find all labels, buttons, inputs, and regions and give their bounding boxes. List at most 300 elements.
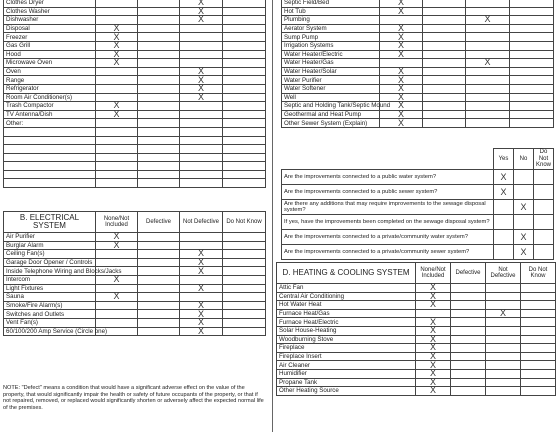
blank-row	[4, 145, 266, 154]
defect-note: NOTE: "Defect" means a condition that would have a significant adverse effect on the value of the property, that would significantly impair the health or safety of future occupants of the property, or that if not repaired, removed, or replaced would significantly shorten or adversely affect the expected normal life of the premises.	[3, 385, 264, 411]
checkbox-cell[interactable]	[180, 24, 223, 33]
checkbox-cell[interactable]	[96, 84, 138, 93]
checkbox-cell[interactable]	[96, 136, 138, 145]
checkbox-cell[interactable]	[486, 284, 521, 293]
checkbox-cell[interactable]	[180, 179, 223, 188]
row-label: Sump Pump	[282, 33, 380, 42]
checkbox-cell[interactable]	[96, 250, 138, 259]
table-row	[277, 378, 556, 387]
checkbox-cell[interactable]	[514, 245, 534, 260]
checkbox-cell[interactable]	[534, 200, 554, 215]
checkbox-cell[interactable]	[451, 292, 486, 301]
checkbox-cell[interactable]	[96, 145, 138, 154]
checkbox-cell[interactable]	[486, 387, 521, 396]
row-label: Smoke/Fire Alarm(s)	[4, 301, 96, 310]
checkbox-cell[interactable]	[510, 93, 554, 102]
table-row	[282, 110, 554, 119]
checkbox-cell[interactable]	[486, 309, 521, 318]
checkbox-cell[interactable]	[223, 258, 266, 267]
table-row	[282, 119, 554, 128]
checkbox-cell[interactable]	[138, 76, 180, 85]
checkbox-cell[interactable]	[138, 145, 180, 154]
checkbox-cell[interactable]	[534, 215, 554, 230]
table-row	[277, 318, 556, 327]
checkbox-cell[interactable]	[223, 24, 266, 33]
checkbox-cell[interactable]	[521, 361, 556, 370]
table-row	[282, 33, 554, 42]
checkbox-cell[interactable]	[223, 50, 266, 59]
table-row	[4, 250, 266, 259]
row-label: Fireplace Insert	[277, 352, 416, 361]
table-row	[282, 200, 554, 215]
table-row	[277, 387, 556, 396]
checkbox-cell[interactable]	[223, 162, 266, 171]
checkbox-cell[interactable]	[223, 0, 266, 7]
checkbox-cell[interactable]	[96, 7, 138, 16]
row-label: Room Air Conditioner(s)	[4, 93, 96, 102]
row-label: Refrigerator	[4, 84, 96, 93]
row-label: Well	[282, 93, 380, 102]
checkbox-cell[interactable]	[223, 84, 266, 93]
checkbox-cell[interactable]	[521, 335, 556, 344]
checkbox-cell[interactable]	[510, 50, 554, 59]
checkbox-cell[interactable]	[223, 76, 266, 85]
checkbox-cell[interactable]	[521, 369, 556, 378]
checkbox-cell[interactable]	[96, 275, 138, 284]
checkbox-cell[interactable]	[466, 33, 510, 42]
checkbox-cell[interactable]	[223, 318, 266, 327]
checkbox-cell[interactable]	[96, 310, 138, 319]
checkbox-cell[interactable]	[521, 378, 556, 387]
checkbox-cell[interactable]	[138, 258, 180, 267]
checkbox-cell[interactable]	[223, 284, 266, 293]
checkbox-cell[interactable]	[180, 110, 223, 119]
checkbox-cell[interactable]	[180, 233, 223, 242]
checkbox-cell[interactable]	[96, 119, 138, 128]
checkbox-cell[interactable]	[138, 24, 180, 33]
table-row	[282, 24, 554, 33]
checkbox-cell[interactable]	[138, 233, 180, 242]
check-mark: X	[429, 359, 436, 370]
checkbox-cell[interactable]	[180, 93, 223, 102]
checkbox-cell[interactable]	[466, 119, 510, 128]
checkbox-cell[interactable]	[180, 327, 223, 336]
checkbox-cell[interactable]	[451, 352, 486, 361]
checkbox-cell[interactable]	[138, 84, 180, 93]
checkbox-cell[interactable]	[486, 335, 521, 344]
checkbox-cell[interactable]	[96, 153, 138, 162]
table-row	[4, 76, 266, 85]
check-mark: X	[197, 74, 204, 85]
checkbox-cell[interactable]	[494, 215, 514, 230]
checkbox-cell[interactable]	[510, 33, 554, 42]
check-mark: X	[113, 291, 120, 302]
checkbox-cell[interactable]	[510, 102, 554, 111]
checkbox-cell[interactable]	[451, 284, 486, 293]
checkbox-cell[interactable]	[138, 162, 180, 171]
checkbox-cell[interactable]	[138, 33, 180, 42]
checkbox-cell[interactable]	[416, 301, 451, 310]
checkbox-cell[interactable]	[223, 153, 266, 162]
checkbox-cell[interactable]	[138, 0, 180, 7]
checkbox-cell[interactable]	[510, 119, 554, 128]
plumbing-table	[281, 0, 554, 128]
checkbox-cell[interactable]	[223, 119, 266, 128]
blank-label-cell	[4, 179, 96, 188]
checkbox-cell[interactable]	[138, 250, 180, 259]
checkbox-cell[interactable]	[494, 185, 514, 200]
checkbox-cell[interactable]	[451, 301, 486, 310]
table-row	[277, 292, 556, 301]
checkbox-cell[interactable]	[96, 110, 138, 119]
checkbox-cell[interactable]	[223, 93, 266, 102]
checkbox-cell[interactable]	[96, 241, 138, 250]
checkbox-cell[interactable]	[423, 93, 466, 102]
checkbox-cell[interactable]	[466, 76, 510, 85]
check-mark: X	[397, 31, 404, 42]
checkbox-cell[interactable]	[494, 170, 514, 185]
checkbox-cell[interactable]	[510, 110, 554, 119]
checkbox-cell[interactable]	[223, 170, 266, 179]
checkbox-cell[interactable]	[534, 185, 554, 200]
check-mark: X	[499, 308, 506, 319]
checkbox-cell[interactable]	[223, 110, 266, 119]
col-header-defective: Defective	[138, 212, 180, 233]
checkbox-cell[interactable]	[534, 170, 554, 185]
checkbox-cell[interactable]	[486, 326, 521, 335]
checkbox-cell[interactable]	[223, 102, 266, 111]
checkbox-cell[interactable]	[451, 369, 486, 378]
check-mark: X	[397, 100, 404, 111]
checkbox-cell[interactable]	[223, 136, 266, 145]
checkbox-cell[interactable]	[138, 110, 180, 119]
checkbox-cell[interactable]	[423, 84, 466, 93]
checkbox-cell[interactable]	[423, 76, 466, 85]
check-mark: X	[397, 66, 404, 77]
check-mark: X	[197, 317, 204, 328]
checkbox-cell[interactable]	[534, 245, 554, 260]
checkbox-cell[interactable]	[510, 24, 554, 33]
checkbox-cell[interactable]	[138, 318, 180, 327]
checkbox-cell[interactable]	[486, 352, 521, 361]
checkbox-cell[interactable]	[138, 301, 180, 310]
check-mark: X	[397, 23, 404, 34]
checkbox-cell[interactable]	[514, 215, 534, 230]
table-row	[277, 301, 556, 310]
checkbox-cell[interactable]	[96, 170, 138, 179]
checkbox-cell[interactable]	[96, 127, 138, 136]
checkbox-cell[interactable]	[380, 50, 423, 59]
checkbox-cell[interactable]	[96, 59, 138, 68]
checkbox-cell[interactable]	[138, 267, 180, 276]
checkbox-cell[interactable]	[180, 127, 223, 136]
checkbox-cell[interactable]	[451, 387, 486, 396]
checkbox-cell[interactable]	[486, 318, 521, 327]
checkbox-cell[interactable]	[138, 327, 180, 336]
checkbox-cell[interactable]	[223, 233, 266, 242]
checkbox-cell[interactable]	[451, 361, 486, 370]
checkbox-cell[interactable]	[138, 119, 180, 128]
row-label: Are there any additions that may require improvements to the sewage disposal system?	[282, 200, 494, 215]
checkbox-cell[interactable]	[138, 310, 180, 319]
check-mark: X	[113, 57, 120, 68]
checkbox-cell[interactable]	[521, 292, 556, 301]
checkbox-cell[interactable]	[223, 301, 266, 310]
row-label: Range	[4, 76, 96, 85]
checkbox-cell[interactable]	[510, 84, 554, 93]
checkbox-cell[interactable]	[138, 179, 180, 188]
checkbox-cell[interactable]	[486, 369, 521, 378]
checkbox-cell[interactable]	[510, 41, 554, 50]
checkbox-cell[interactable]	[180, 162, 223, 171]
checkbox-cell[interactable]	[223, 241, 266, 250]
checkbox-cell[interactable]	[466, 93, 510, 102]
checkbox-cell[interactable]	[486, 344, 521, 353]
checkbox-cell[interactable]	[223, 250, 266, 259]
checkbox-cell[interactable]	[451, 318, 486, 327]
checkbox-cell[interactable]	[138, 127, 180, 136]
column-divider	[272, 0, 273, 432]
col-header-defective: Defective	[451, 263, 486, 284]
checkbox-cell[interactable]	[96, 258, 138, 267]
checkbox-cell[interactable]	[423, 0, 466, 7]
checkbox-cell[interactable]	[138, 93, 180, 102]
checkbox-cell[interactable]	[534, 230, 554, 245]
checkbox-cell[interactable]	[451, 326, 486, 335]
checkbox-cell[interactable]	[223, 310, 266, 319]
row-label: Freezer	[4, 33, 96, 42]
check-mark: X	[113, 31, 120, 42]
check-mark: X	[397, 40, 404, 51]
row-label: Hot Tub	[282, 7, 380, 16]
checkbox-cell[interactable]	[521, 309, 556, 318]
checkbox-cell[interactable]	[223, 179, 266, 188]
checkbox-cell[interactable]	[521, 387, 556, 396]
check-mark: X	[113, 239, 120, 250]
checkbox-cell[interactable]	[96, 318, 138, 327]
check-mark: X	[429, 290, 436, 301]
check-mark: X	[113, 40, 120, 51]
checkbox-cell[interactable]	[521, 344, 556, 353]
checkbox-cell[interactable]	[451, 344, 486, 353]
checkbox-cell[interactable]	[466, 0, 510, 7]
checkbox-cell[interactable]	[223, 293, 266, 302]
table-row	[277, 309, 556, 318]
check-mark: X	[197, 325, 204, 336]
checkbox-cell[interactable]	[96, 76, 138, 85]
checkbox-cell[interactable]	[223, 275, 266, 284]
checkbox-cell[interactable]	[180, 284, 223, 293]
checkbox-cell[interactable]	[423, 24, 466, 33]
row-label: Sauna	[4, 293, 96, 302]
check-mark: X	[197, 300, 204, 311]
checkbox-cell[interactable]	[380, 7, 423, 16]
blank-row	[4, 153, 266, 162]
checkbox-cell[interactable]	[138, 153, 180, 162]
checkbox-cell[interactable]	[423, 16, 466, 25]
checkbox-cell[interactable]	[138, 7, 180, 16]
table-row	[4, 110, 266, 119]
checkbox-cell[interactable]	[510, 59, 554, 68]
checkbox-cell[interactable]	[223, 7, 266, 16]
checkbox-cell[interactable]	[423, 110, 466, 119]
checkbox-cell[interactable]	[514, 185, 534, 200]
checkbox-cell[interactable]	[180, 145, 223, 154]
checkbox-cell[interactable]	[138, 41, 180, 50]
checkbox-cell[interactable]	[514, 200, 534, 215]
checkbox-cell[interactable]	[138, 170, 180, 179]
checkbox-cell[interactable]	[423, 119, 466, 128]
checkbox-cell[interactable]	[494, 230, 514, 245]
table-row	[4, 93, 266, 102]
row-label: Other Sewer System (Explain)	[282, 119, 380, 128]
water-sewer-questions-table	[281, 148, 554, 260]
checkbox-cell[interactable]	[138, 293, 180, 302]
checkbox-cell[interactable]	[180, 267, 223, 276]
table-row	[282, 76, 554, 85]
row-label: Hot Water Heat	[277, 301, 416, 310]
checkbox-cell[interactable]	[96, 293, 138, 302]
checkbox-cell[interactable]	[521, 352, 556, 361]
table-row	[277, 326, 556, 335]
checkbox-cell[interactable]	[466, 41, 510, 50]
checkbox-cell[interactable]	[416, 387, 451, 396]
checkbox-cell[interactable]	[380, 119, 423, 128]
checkbox-cell[interactable]	[510, 0, 554, 7]
checkbox-cell[interactable]	[138, 241, 180, 250]
checkbox-cell[interactable]	[423, 59, 466, 68]
checkbox-cell[interactable]	[180, 119, 223, 128]
checkbox-cell[interactable]	[423, 50, 466, 59]
checkbox-cell[interactable]	[466, 16, 510, 25]
checkbox-cell[interactable]	[180, 33, 223, 42]
table-row	[4, 50, 266, 59]
table-row	[4, 7, 266, 16]
row-label: Water Heater/Solar	[282, 67, 380, 76]
row-label: Inside Telephone Wiring and Blocks/Jacks	[4, 267, 96, 276]
check-mark: X	[429, 316, 436, 327]
checkbox-cell[interactable]	[466, 110, 510, 119]
check-mark: X	[500, 171, 507, 182]
electrical-title: B. ELECTRICAL SYSTEM	[4, 212, 96, 233]
checkbox-cell[interactable]	[223, 67, 266, 76]
checkbox-cell[interactable]	[180, 50, 223, 59]
table-row	[4, 0, 266, 7]
checkbox-cell[interactable]	[423, 33, 466, 42]
checkbox-cell[interactable]	[180, 170, 223, 179]
table-row	[4, 258, 266, 267]
checkbox-cell[interactable]	[180, 102, 223, 111]
checkbox-cell[interactable]	[180, 41, 223, 50]
blank-label-cell	[4, 127, 96, 136]
checkbox-cell[interactable]	[451, 309, 486, 318]
checkbox-cell[interactable]	[486, 292, 521, 301]
checkbox-cell[interactable]	[96, 179, 138, 188]
checkbox-cell[interactable]	[510, 67, 554, 76]
checkbox-cell[interactable]	[510, 76, 554, 85]
checkbox-cell[interactable]	[466, 59, 510, 68]
checkbox-cell[interactable]	[494, 245, 514, 260]
checkbox-cell[interactable]	[180, 136, 223, 145]
checkbox-cell[interactable]	[138, 284, 180, 293]
checkbox-cell[interactable]	[514, 230, 534, 245]
checkbox-cell[interactable]	[423, 41, 466, 50]
checkbox-cell[interactable]	[180, 153, 223, 162]
col-header-yes: Yes	[494, 149, 514, 170]
checkbox-cell[interactable]	[521, 318, 556, 327]
checkbox-cell[interactable]	[223, 267, 266, 276]
checkbox-cell[interactable]	[138, 50, 180, 59]
row-label: If yes, have the improvements been completed on the sewage disposal system?	[282, 215, 494, 230]
checkbox-cell[interactable]	[510, 7, 554, 16]
checkbox-cell[interactable]	[96, 301, 138, 310]
checkbox-cell[interactable]	[138, 102, 180, 111]
blank-label-cell	[4, 170, 96, 179]
check-mark: X	[197, 308, 204, 319]
checkbox-cell[interactable]	[96, 0, 138, 7]
checkbox-cell[interactable]	[96, 67, 138, 76]
checkbox-cell[interactable]	[223, 33, 266, 42]
checkbox-cell[interactable]	[494, 200, 514, 215]
checkbox-cell[interactable]	[510, 16, 554, 25]
checkbox-cell[interactable]	[138, 67, 180, 76]
checkbox-cell[interactable]	[223, 145, 266, 154]
check-mark: X	[113, 231, 120, 242]
blank-row	[4, 179, 266, 188]
checkbox-cell[interactable]	[466, 24, 510, 33]
checkbox-cell[interactable]	[223, 41, 266, 50]
checkbox-cell[interactable]	[138, 59, 180, 68]
check-mark: X	[113, 274, 120, 285]
table-row	[4, 275, 266, 284]
row-label: Disposal	[4, 24, 96, 33]
check-mark: X	[429, 333, 436, 344]
checkbox-cell[interactable]	[521, 284, 556, 293]
checkbox-cell[interactable]	[423, 7, 466, 16]
col-header-not-defective: Not Defective	[486, 263, 521, 284]
checkbox-cell[interactable]	[180, 16, 223, 25]
checkbox-cell[interactable]	[138, 275, 180, 284]
checkbox-cell[interactable]	[223, 327, 266, 336]
checkbox-cell[interactable]	[423, 67, 466, 76]
checkbox-cell[interactable]	[96, 162, 138, 171]
table-row	[277, 369, 556, 378]
row-label: Microwave Oven	[4, 59, 96, 68]
checkbox-cell[interactable]	[451, 335, 486, 344]
checkbox-cell[interactable]	[223, 16, 266, 25]
checkbox-cell[interactable]	[451, 378, 486, 387]
checkbox-cell[interactable]	[223, 59, 266, 68]
checkbox-cell[interactable]	[486, 361, 521, 370]
checkbox-cell[interactable]	[223, 127, 266, 136]
checkbox-cell[interactable]	[138, 16, 180, 25]
check-mark: X	[197, 66, 204, 77]
checkbox-cell[interactable]	[521, 301, 556, 310]
checkbox-cell[interactable]	[521, 326, 556, 335]
checkbox-cell[interactable]	[466, 84, 510, 93]
checkbox-cell[interactable]	[486, 378, 521, 387]
checkbox-cell[interactable]	[466, 67, 510, 76]
checkbox-cell[interactable]	[138, 136, 180, 145]
checkbox-cell[interactable]	[423, 102, 466, 111]
checkbox-cell[interactable]	[466, 102, 510, 111]
row-label: Water Heater/Electric	[282, 50, 380, 59]
row-label: Burglar Alarm	[4, 241, 96, 250]
row-label: 60/100/200 Amp Service (Circle one)	[4, 327, 96, 336]
table-row	[282, 215, 554, 230]
checkbox-cell[interactable]	[514, 170, 534, 185]
row-label: Geothermal and Heat Pump	[282, 110, 380, 119]
